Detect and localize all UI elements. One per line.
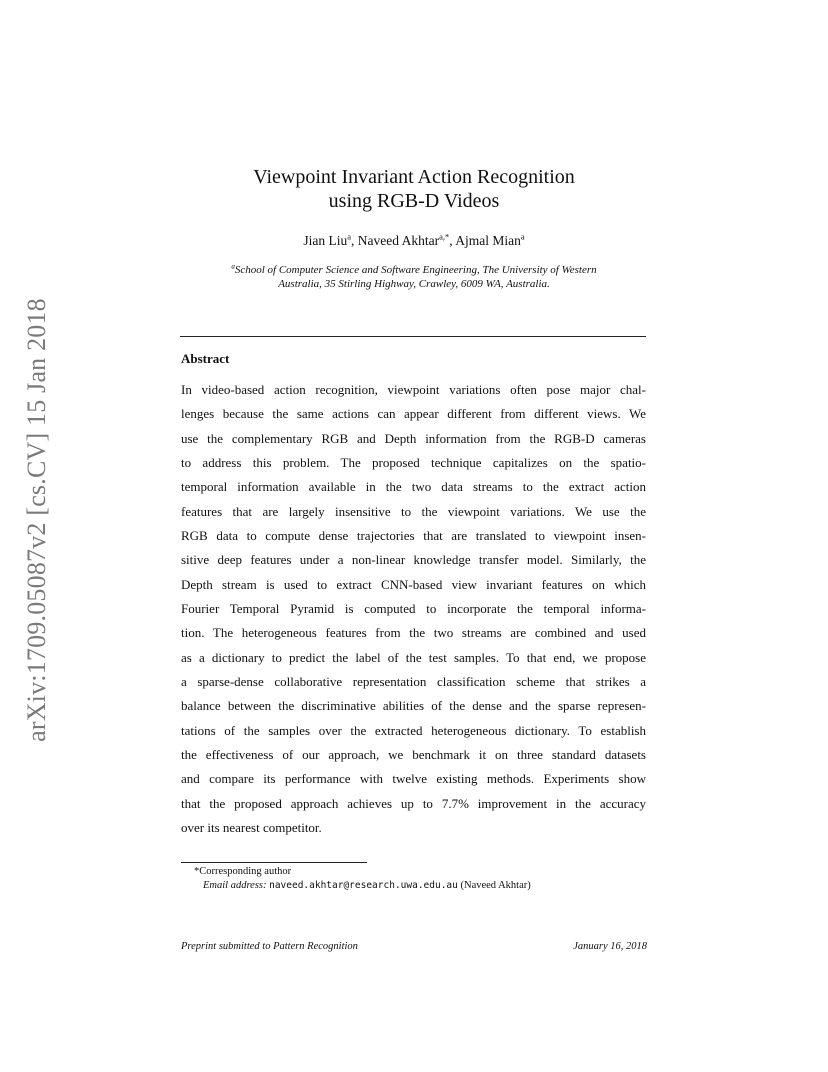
paper-title (0, 165, 828, 213)
abstract-line: as a dictionary to predict the label of the test samples. To that end, we propose (181, 649, 646, 665)
title-line-1: Viewpoint Invariant Action Recognition (253, 166, 575, 188)
header-rule (180, 336, 646, 337)
author-affil-mark: a (520, 231, 525, 242)
title-line-2: using RGB-D Videos (328, 190, 500, 212)
arxiv-stamp: arXiv:1709.05087v2 [cs.CV] 15 Jan 2018 (22, 298, 51, 742)
email-label: Email address: (203, 880, 267, 891)
affiliation-text-1: School of Computer Science and Software Engineering, The University of Western (234, 264, 597, 276)
author-list (0, 233, 828, 249)
abstract-line: RGB data to compute dense trajectories that are translated to viewpoint insen- (181, 527, 646, 543)
footer-journal: Preprint submitted to Pattern Recognition (181, 941, 358, 952)
affiliation-line-1 (0, 263, 828, 277)
author-separator: , (449, 233, 456, 248)
abstract-line: tations of the samples over the extracted heterogeneous dictionary. To establish (181, 722, 646, 738)
footnote-email (203, 880, 531, 891)
footnote-corresponding: *Corresponding author (194, 866, 292, 877)
author-affil-mark: a,* (439, 231, 450, 242)
author-name: Naveed Akhtar (357, 233, 440, 248)
abstract-line: balance between the discriminative abilities of the dense and the sparse represen- (181, 698, 646, 714)
abstract-heading: Abstract (181, 351, 230, 366)
abstract-line: lenges because the same actions can appear different from different views. We (181, 406, 646, 422)
author-affil-mark: a (347, 231, 351, 242)
abstract-line: use the complementary RGB and Depth information from the RGB-D cameras (181, 430, 646, 446)
affiliation (0, 263, 828, 291)
abstract-line: over its nearest competitor. (181, 819, 322, 835)
abstract-line: tion. The heterogeneous features from the two streams are combined and used (181, 625, 646, 641)
abstract-line: that the proposed approach achieves up to 7.7% improvement in the accuracy (181, 795, 646, 811)
footer-date: January 16, 2018 (573, 941, 647, 952)
affiliation-line-2: Australia, 35 Stirling Highway, Crawley, 6009 WA, Australia. (278, 278, 550, 290)
footnote-rule (181, 862, 367, 863)
abstract-line: temporal information available in the two data streams to the extract action (181, 479, 646, 495)
abstract-line: sitive deep features under a non-linear knowledge transfer model. Similarly, the (181, 552, 646, 568)
author-separator: , (350, 233, 358, 248)
abstract-line: a sparse-dense collaborative representation classification scheme that strikes a (181, 673, 646, 689)
abstract-line: Depth stream is used to extract CNN-based view invariant features on which (181, 576, 646, 592)
abstract-line: Fourier Temporal Pyramid is computed to incorporate the temporal informa- (181, 600, 646, 616)
abstract-line: In video-based action recognition, viewpoint variations often pose major chal- (181, 382, 646, 397)
email-address[interactable]: naveed.akhtar@research.uwa.edu.au (269, 880, 458, 891)
abstract-line: features that are largely insensitive to the viewpoint variations. We use the (181, 503, 646, 519)
author-name: Jian Liu (303, 233, 348, 248)
author-name: Ajmal Mian (455, 233, 521, 248)
affiliation-mark: a (231, 262, 235, 271)
email-owner: (Naveed Akhtar) (460, 880, 531, 891)
abstract-line: and compare its performance with twelve existing methods. Experiments show (181, 771, 646, 787)
abstract-body (181, 378, 646, 840)
abstract-line: to address this problem. The proposed technique capitalizes on the spatio- (181, 454, 646, 470)
abstract-line: the effectiveness of our approach, we benchmark it on three standard datasets (181, 746, 646, 762)
